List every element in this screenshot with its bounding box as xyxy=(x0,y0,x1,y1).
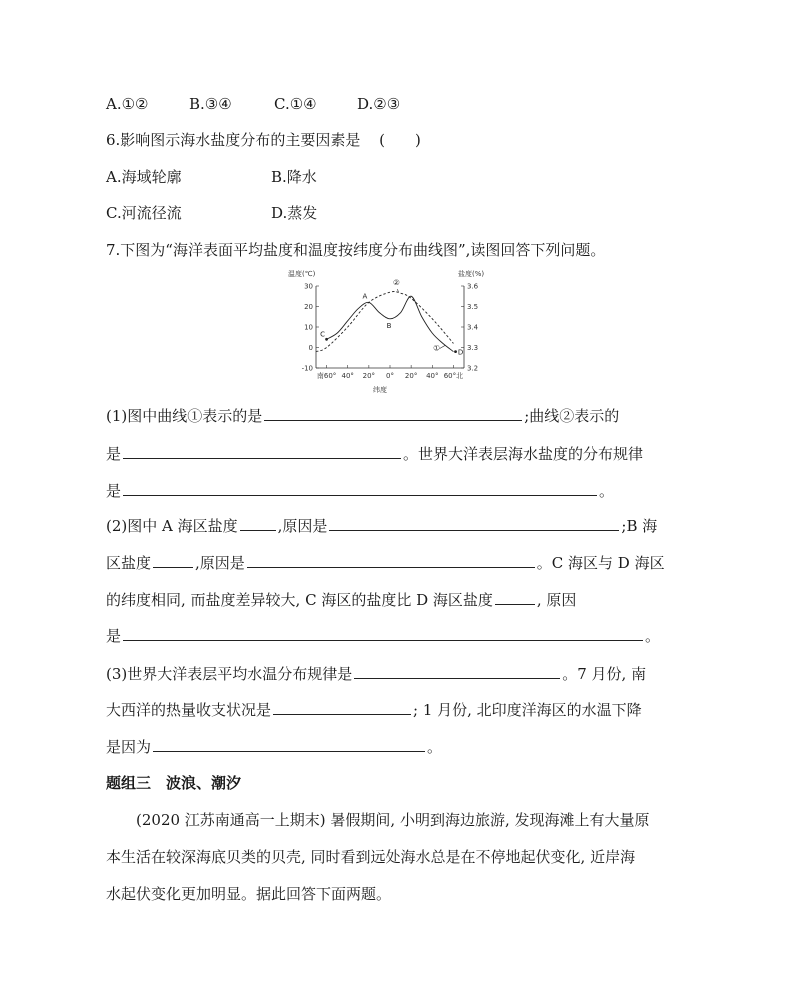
q7-p2-text-d: 区盐度 xyxy=(106,554,152,572)
q5-option-d[interactable]: D.②③ xyxy=(357,95,401,113)
q7-part3-line1 xyxy=(106,663,646,684)
q5-option-c[interactable]: C.①④ xyxy=(274,95,317,113)
q6-answer-paren[interactable]: ( ) xyxy=(379,131,421,149)
point-c-marker xyxy=(325,338,328,341)
group3-para-line3: 水起伏变化更加明显。据此回答下面两题。 xyxy=(106,885,392,903)
q7-p1-blank-1[interactable] xyxy=(264,405,522,421)
x-tick-label: 0° xyxy=(386,372,394,380)
x-tick-label: 40° xyxy=(341,372,354,380)
q7-part3-line2 xyxy=(106,699,642,720)
q6-option-d[interactable]: D.蒸发 xyxy=(271,204,318,222)
left-tick-label: 0 xyxy=(308,344,313,352)
q7-p1-text-d: 。世界大洋表层海水盐度的分布规律 xyxy=(403,445,644,463)
q7-p3-blank-2[interactable] xyxy=(273,699,411,715)
q7-part3-line3 xyxy=(106,736,442,757)
q7-p1-text-f: 。 xyxy=(599,482,615,500)
q7-p2-text-g: 的纬度相同, 而盐度差异较大, C 海区的盐度比 D 海区盐度 xyxy=(106,591,493,609)
salinity-temperature-chart xyxy=(288,268,488,396)
q7-p2-blank-4[interactable] xyxy=(247,552,535,568)
q7-p2-blank-6[interactable] xyxy=(123,625,643,641)
q7-stem: 7.下图为“海洋表面平均盐度和温度按纬度分布曲线图”,读图回答下列问题。 xyxy=(106,241,606,259)
left-axis-label: 温度(℃) xyxy=(288,270,316,278)
q7-p2-text-a: (2)图中 A 海区盐度 xyxy=(106,517,238,535)
right-tick-label: 3.4 xyxy=(467,323,479,332)
left-tick-label: 20 xyxy=(304,303,313,311)
right-tick-label: 3.2 xyxy=(467,364,479,373)
point-label-c: C xyxy=(320,330,326,339)
left-tick-label: 30 xyxy=(304,282,313,291)
q7-p2-blank-5[interactable] xyxy=(495,589,535,605)
q7-p2-blank-3[interactable] xyxy=(153,552,193,568)
x-tick-label: 60°北 xyxy=(443,372,464,380)
point-d-marker xyxy=(454,350,457,353)
q7-p1-text-e: 是 xyxy=(106,482,122,500)
q7-p1-blank-3[interactable] xyxy=(123,480,597,496)
right-tick-label: 3.3 xyxy=(467,344,479,352)
point-label-b: B xyxy=(386,321,392,330)
x-tick-label: 20° xyxy=(362,372,376,380)
q6-stem xyxy=(106,130,421,150)
q7-part1-line1 xyxy=(106,405,619,426)
q7-part2-line1 xyxy=(106,515,657,536)
group3-para-line2: 本生活在较深海底贝类的贝壳, 同时看到远处海水总是在不停地起伏变化, 近岸海 xyxy=(106,848,636,866)
q7-p1-blank-2[interactable] xyxy=(123,443,401,459)
q7-part2-line3 xyxy=(106,589,576,610)
q7-part1-line2 xyxy=(106,443,643,464)
q7-p2-text-h: , 原因 xyxy=(536,591,577,609)
q7-p1-text-c: 是 xyxy=(106,445,122,463)
q7-p3-text-c: 大西洋的热量收支状况是 xyxy=(106,701,272,719)
q7-part1-line3 xyxy=(106,480,614,501)
right-axis-label: 盐度(%) xyxy=(458,270,485,278)
q5-option-b[interactable]: B.③④ xyxy=(189,95,232,113)
q7-p3-text-f: 。 xyxy=(427,738,443,756)
right-tick-label: 3.6 xyxy=(467,282,479,291)
q7-p2-text-f: 。C 海区与 D 海区 xyxy=(536,554,665,572)
q7-p2-blank-1[interactable] xyxy=(240,515,276,531)
q7-part2-line2 xyxy=(106,552,665,573)
x-axis-label: 纬度 xyxy=(373,386,387,394)
group3-title: 题组三 波浪、潮汐 xyxy=(106,774,242,792)
q6-option-c[interactable]: C.河流径流 xyxy=(106,204,182,222)
point-label-a: A xyxy=(362,292,368,301)
q7-p3-text-b: 。7 月份, 南 xyxy=(562,665,647,683)
q7-p1-text-a: (1)图中曲线①表示的是 xyxy=(106,407,263,425)
q6-option-a[interactable]: A.海域轮廓 xyxy=(106,168,182,186)
q6-option-b[interactable]: B.降水 xyxy=(271,168,317,186)
series-1-label: ① xyxy=(433,343,440,353)
q7-part2-line4 xyxy=(106,625,660,646)
q7-p3-text-e: 是因为 xyxy=(106,738,152,756)
x-tick-label: 40° xyxy=(426,372,439,380)
series-1-leader xyxy=(440,345,445,348)
q7-p2-text-i: 是 xyxy=(106,627,122,645)
q7-p2-text-c: ;B 海 xyxy=(621,517,658,535)
q7-p3-text-d: ; 1 月份, 北印度洋海区的水温下降 xyxy=(413,701,642,719)
q7-p2-text-b: ,原因是 xyxy=(277,517,328,535)
q6-options-row1 xyxy=(106,167,317,187)
q7-p2-text-e: ,原因是 xyxy=(195,554,245,572)
q5-options xyxy=(106,94,400,114)
x-tick-label: 南60° xyxy=(316,372,337,380)
group3-para-line1: (2020 江苏南通高一上期末) 暑假期间, 小明到海边旅游, 发现海滩上有大量原 xyxy=(136,811,650,829)
q6-options-row2 xyxy=(106,203,317,223)
right-tick-label: 3.5 xyxy=(467,303,479,311)
q6-stem-text: 6.影响图示海水盐度分布的主要因素是 xyxy=(106,131,361,149)
q7-p3-blank-1[interactable] xyxy=(354,663,560,679)
q5-option-a[interactable]: A.①② xyxy=(106,95,149,113)
q7-p2-text-j: 。 xyxy=(645,627,661,645)
series-2-label: ② xyxy=(392,277,400,287)
left-tick-label: -10 xyxy=(301,364,313,373)
x-tick-label: 20° xyxy=(404,372,418,380)
q7-p1-text-b: ;曲线②表示的 xyxy=(524,407,620,425)
q7-p3-blank-3[interactable] xyxy=(153,736,425,752)
left-tick-label: 10 xyxy=(304,323,313,332)
point-label-d: D xyxy=(457,348,464,357)
q7-p3-text-a: (3)世界大洋表层平均水温分布规律是 xyxy=(106,665,353,683)
q7-p2-blank-2[interactable] xyxy=(329,515,619,531)
